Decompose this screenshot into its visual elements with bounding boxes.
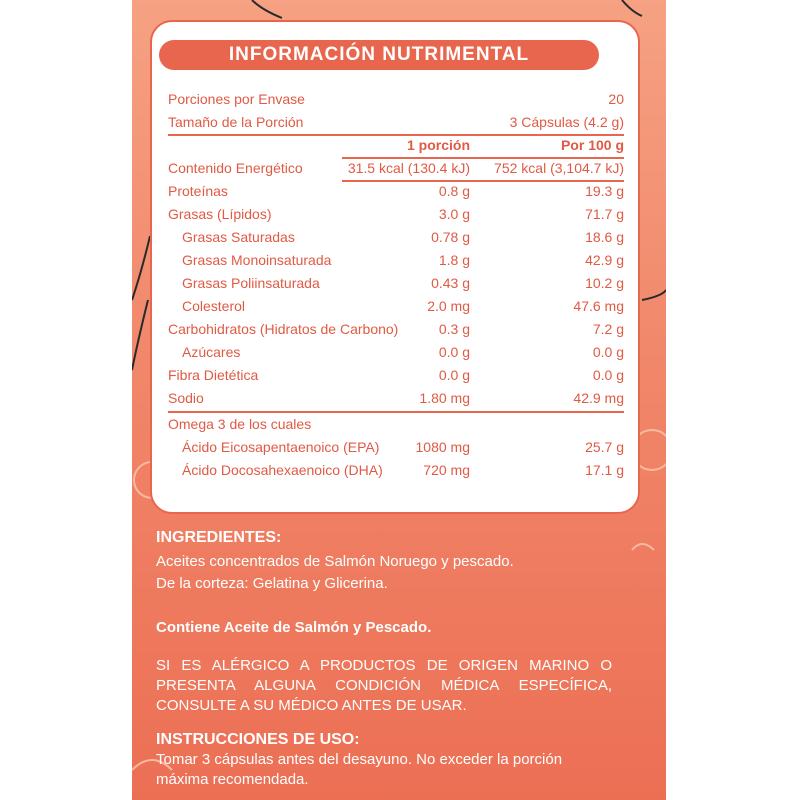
nutrient-label: Grasas Poliinsaturada	[182, 275, 320, 291]
value-per-100g: 47.6 mg	[573, 298, 624, 314]
ingredients-line: De la corteza: Gelatina y Glicerina.	[156, 575, 388, 592]
table-row	[168, 180, 624, 202]
nutrient-label: Colesterol	[182, 298, 246, 314]
table-row	[168, 272, 624, 294]
value-per-portion: 720 mg	[423, 462, 470, 478]
servings-row	[168, 88, 624, 110]
value-per-portion: 1.80 mg	[419, 390, 470, 406]
value-per-100g: 42.9 mg	[573, 390, 624, 406]
instructions-heading: INSTRUCCIONES DE USO:	[156, 731, 360, 748]
servings-value: 20	[608, 91, 624, 107]
table-row	[168, 341, 624, 363]
value-per-portion: 0.8 g	[438, 183, 470, 199]
value-per-100g: 25.7 g	[585, 439, 624, 455]
nutrient-label: Sodio	[168, 390, 204, 406]
nutrient-label: Ácido Eicosapentaenoico (EPA)	[182, 439, 380, 455]
value-per-100g: 7.2 g	[592, 321, 624, 337]
table-row	[168, 226, 624, 248]
nutrition-title: INFORMACIÓN NUTRIMENTAL	[159, 40, 599, 70]
nutrient-label: Grasas Monoinsaturada	[182, 252, 332, 268]
table-row	[168, 203, 624, 225]
table-row	[168, 157, 624, 179]
nutrient-label: Carbohidratos (Hidratos de Carbono)	[168, 321, 399, 337]
nutrient-label: Contenido Energético	[168, 160, 303, 176]
table-row	[168, 364, 624, 386]
warning-line: PRESENTA ALGUNA CONDICIÓN MÉDICA ESPECÍFICA,	[156, 677, 612, 694]
nutrient-label: Ácido Docosahexaenoico (DHA)	[182, 462, 383, 478]
servings-label: Porciones por Envase	[168, 91, 305, 107]
column-header-row	[168, 134, 624, 156]
value-per-portion: 31.5 kcal (130.4 kJ)	[347, 160, 470, 176]
instructions-line: Tomar 3 cápsulas antes del desayuno. No exceder la porción	[156, 751, 563, 768]
nutrient-label: Grasas Saturadas	[182, 229, 295, 245]
instructions-line: máxima recomendada.	[156, 771, 309, 788]
value-per-100g: 42.9 g	[585, 252, 624, 268]
value-per-portion: 3.0 g	[438, 206, 470, 222]
value-per-portion: 0.3 g	[438, 321, 470, 337]
value-per-100g: 71.7 g	[585, 206, 624, 222]
warning-line: CONSULTE A SU MÉDICO ANTES DE USAR.	[156, 697, 467, 714]
value-per-100g: 19.3 g	[585, 183, 624, 199]
value-per-100g: 10.2 g	[585, 275, 624, 291]
column-per-portion: 1 porción	[406, 137, 470, 153]
value-per-portion: 0.0 g	[438, 344, 470, 360]
contains-note: Contiene Aceite de Salmón y Pescado.	[156, 619, 432, 636]
nutrient-label: Grasas (Lípidos)	[168, 206, 272, 222]
table-row	[168, 413, 624, 435]
serving-size-label: Tamaño de la Porción	[168, 114, 304, 130]
value-per-portion: 2.0 mg	[427, 298, 470, 314]
value-per-100g: 17.1 g	[585, 462, 624, 478]
nutrient-label: Azúcares	[182, 344, 241, 360]
nutrient-label: Proteínas	[168, 183, 228, 199]
column-per-100g: Por 100 g	[560, 137, 624, 153]
value-per-portion: 0.78 g	[431, 229, 470, 245]
value-per-portion: 0.43 g	[431, 275, 470, 291]
value-per-portion: 1.8 g	[438, 252, 470, 268]
nutrient-label: Omega 3 de los cuales	[168, 416, 312, 432]
value-per-100g: 752 kcal (3,104.7 kJ)	[494, 160, 624, 176]
warning-line: SI ES ALÉRGICO A PRODUCTOS DE ORIGEN MARINO O	[156, 657, 612, 674]
serving-size-row	[168, 111, 624, 133]
nutrient-label: Fibra Dietética	[168, 367, 259, 383]
table-row	[168, 295, 624, 317]
table-row	[168, 318, 624, 340]
serving-size-value: 3 Cápsulas (4.2 g)	[509, 114, 624, 130]
ingredients-line: Aceites concentrados de Salmón Noruego y pescado.	[156, 553, 514, 570]
value-per-100g: 0.0 g	[592, 367, 624, 383]
value-per-portion: 0.0 g	[438, 367, 470, 383]
table-row	[168, 436, 624, 458]
value-per-100g: 0.0 g	[592, 344, 624, 360]
value-per-portion: 1080 mg	[415, 439, 470, 455]
value-per-100g: 18.6 g	[585, 229, 624, 245]
table-row	[168, 249, 624, 271]
table-row	[168, 459, 624, 481]
ingredients-heading: INGREDIENTES:	[156, 529, 282, 546]
table-row	[168, 387, 624, 409]
